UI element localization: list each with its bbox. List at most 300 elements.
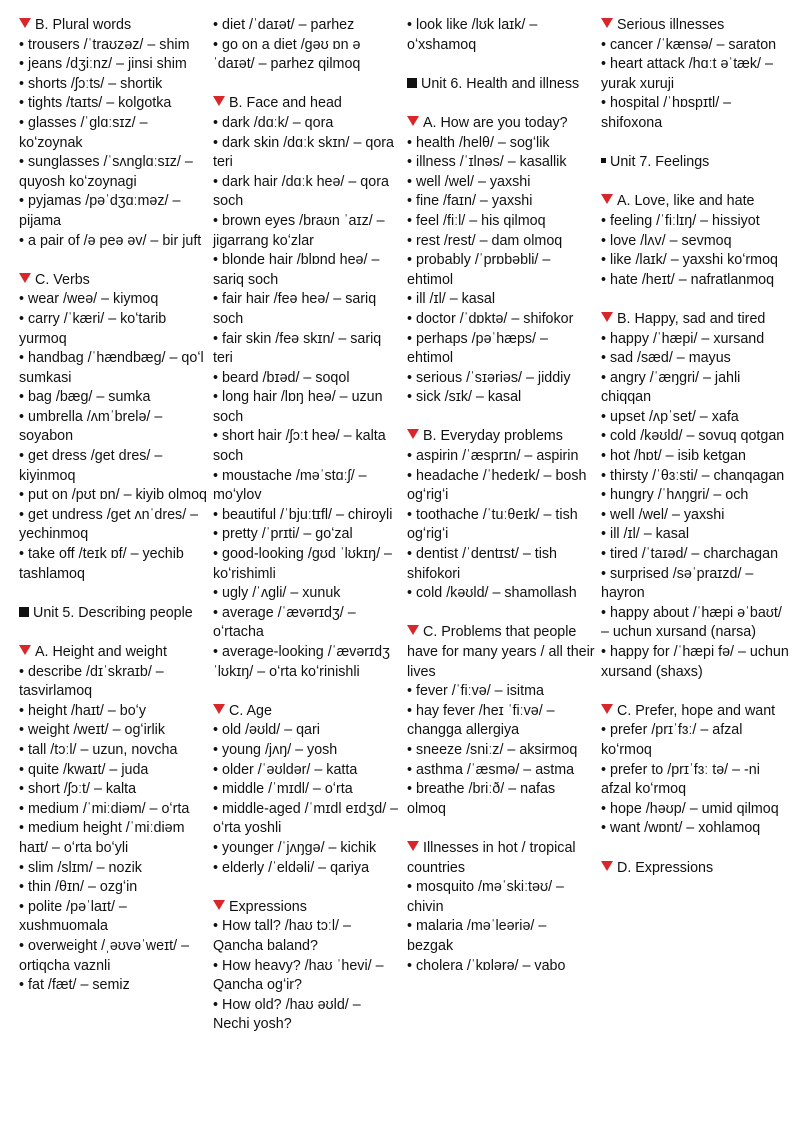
word-text: prefer /prɪˈfɜː/ – afzal koʻrmoq <box>601 722 743 758</box>
vocab-section <box>19 16 207 251</box>
word-entry <box>213 604 401 643</box>
word-entry <box>19 94 207 114</box>
word-entry <box>601 94 789 133</box>
section-title: Unit 5. Describing people <box>33 604 193 621</box>
bullet-icon: • <box>19 977 25 994</box>
vocab-section <box>213 16 401 75</box>
word-text: surprised /səˈpraɪzd/ – hayron <box>601 565 754 602</box>
bullet-icon: • <box>601 604 607 621</box>
word-entry <box>407 192 595 212</box>
vocab-section <box>213 702 401 878</box>
vocab-section <box>19 271 207 585</box>
bullet-icon: • <box>19 389 25 406</box>
vocab-section <box>601 310 789 682</box>
section-heading <box>601 859 789 879</box>
word-entry <box>407 310 595 330</box>
word-text: pretty /ˈprɪti/ – goʻzal <box>222 526 353 543</box>
word-entry <box>213 643 401 682</box>
word-text: hay fever /heɪ ˈfiːvə/ – changga allergiya <box>407 702 555 739</box>
bullet-icon: • <box>213 36 219 53</box>
bullet-icon: • <box>407 683 413 700</box>
bullet-icon: • <box>601 95 607 112</box>
section-heading <box>19 643 207 663</box>
word-text: look like /lʊk laɪk/ – oʻxshamoq <box>407 17 538 53</box>
word-text: ill /ɪl/ – kasal <box>610 526 689 543</box>
bullet-icon: • <box>19 154 25 171</box>
word-entry <box>19 721 207 741</box>
bullet-icon: • <box>601 526 607 543</box>
section-title: B. Plural words <box>35 17 132 33</box>
word-entry <box>213 780 401 800</box>
word-entry <box>601 330 789 350</box>
section-title: A. Height and weight <box>35 644 167 660</box>
bullet-icon: • <box>601 487 607 504</box>
bullet-icon: • <box>601 722 607 739</box>
word-entry <box>19 349 207 388</box>
word-entry <box>19 55 207 75</box>
bullet-icon: • <box>213 761 219 778</box>
bullet-icon: • <box>213 859 219 876</box>
word-text: toothache /ˈtuːθeɪk/ – tish ogʻrigʻi <box>407 506 578 543</box>
word-text: want /wɒnt/ – xohlamoq <box>610 820 761 837</box>
word-text: average-looking /ˈævərɪdʒ ˈlʊkɪŋ/ – oʻrta koʻrinishli <box>213 644 390 680</box>
word-text: cancer /ˈkænsə/ – saraton <box>610 36 777 53</box>
word-text: jeans /dʒiːnz/ – jinsi shim <box>28 56 187 73</box>
section-heading <box>601 192 789 212</box>
bullet-icon: • <box>601 644 607 660</box>
vocab-section <box>407 114 595 408</box>
word-entry <box>213 388 401 427</box>
bullet-icon: • <box>19 663 25 680</box>
word-entry <box>213 114 401 134</box>
word-text: dark hair /dɑːk heə/ – qora soch <box>213 173 389 210</box>
vocab-section <box>601 859 789 879</box>
word-entry <box>407 741 595 761</box>
column-1 <box>19 16 207 1015</box>
bullet-icon: • <box>601 252 607 269</box>
word-text: beard /bɪəd/ – soqol <box>222 369 350 386</box>
red-triangle-icon <box>19 645 31 655</box>
bullet-icon: • <box>407 585 413 602</box>
red-triangle-icon <box>407 625 419 635</box>
section-title: Illnesses in hot / tropical countries <box>407 839 576 876</box>
bullet-icon: • <box>213 114 219 131</box>
red-triangle-icon <box>407 116 419 126</box>
word-text: middle-aged /ˈmɪdl eɪdʒd/ – oʻrta yoshli <box>213 800 399 837</box>
word-text: dark skin /dɑːk skɪn/ – qora teri <box>213 134 394 171</box>
section-heading <box>407 114 595 134</box>
word-text: elderly /ˈeldəli/ – qariya <box>222 859 370 876</box>
bullet-icon: • <box>19 761 25 778</box>
word-list <box>407 134 595 408</box>
section-heading <box>407 839 595 878</box>
word-text: sad /sæd/ – mayus <box>610 350 731 367</box>
bullet-icon: • <box>213 585 219 602</box>
bullet-icon: • <box>407 506 413 523</box>
word-entry <box>213 290 401 329</box>
word-entry <box>407 702 595 741</box>
word-entry <box>601 55 789 94</box>
word-text: handbag /ˈhændbæg/ – qoʻl sumkasi <box>19 350 204 386</box>
bullet-icon: • <box>407 134 413 151</box>
word-entry <box>407 878 595 917</box>
word-text: tights /taɪts/ – kolgotka <box>28 95 172 112</box>
word-entry <box>407 761 595 781</box>
word-text: get undress /get ʌnˈdres/ – yechinmoq <box>19 506 199 543</box>
word-entry <box>213 330 401 369</box>
word-list <box>601 212 789 290</box>
word-text: describe /dɪˈskraɪb/ – tasvirlamoq <box>19 663 164 700</box>
section-title: C. Problems that people have for many years / all their lives <box>407 624 595 680</box>
section-title: Unit 7. Feelings <box>610 154 710 171</box>
word-entry <box>19 192 207 231</box>
word-entry <box>601 506 789 526</box>
word-entry <box>213 800 401 839</box>
bullet-icon: • <box>213 546 219 563</box>
word-text: diet /ˈdaɪət/ – parhez <box>222 17 355 33</box>
word-text: rest /rest/ – dam olmoq <box>416 232 563 249</box>
word-text: fever /ˈfiːvə/ – isitma <box>416 683 544 700</box>
bullet-icon: • <box>213 252 219 269</box>
bullet-icon: • <box>19 232 25 249</box>
word-entry <box>19 976 207 996</box>
word-text: long hair /lɒŋ heə/ – uzun soch <box>213 389 383 425</box>
vocab-section <box>407 75 595 95</box>
bullet-icon: • <box>407 957 413 974</box>
section-title: Expressions <box>229 898 307 915</box>
word-entry <box>601 408 789 428</box>
word-entry <box>407 388 595 408</box>
word-text: sneeze /sniːz/ – aksirmoq <box>416 741 578 758</box>
bullet-icon: • <box>601 56 607 73</box>
bullet-icon: • <box>19 781 25 798</box>
word-text: blonde hair /blɒnd heə/ – sariq soch <box>213 252 380 288</box>
bullet-icon: • <box>601 761 607 778</box>
bullet-icon: • <box>407 154 413 171</box>
bullet-icon: • <box>601 820 607 837</box>
bullet-icon: • <box>213 467 219 484</box>
bullet-icon: • <box>19 546 25 563</box>
bullet-icon: • <box>407 761 413 778</box>
word-entry <box>213 584 401 604</box>
section-heading <box>601 702 789 722</box>
word-entry <box>407 545 595 584</box>
word-list <box>407 682 595 819</box>
red-triangle-icon <box>601 312 613 322</box>
word-text: love /lʌv/ – sevmoq <box>610 232 732 249</box>
word-text: headache /ˈhedeɪk/ – bosh ogʻrigʻi <box>407 467 587 504</box>
bullet-icon: • <box>19 291 25 308</box>
word-text: hospital /ˈhɒspɪtl/ – shifoxona <box>601 95 732 131</box>
column-2 <box>213 16 401 1054</box>
word-text: sunglasses /ˈsʌnglɑːsɪz/ – quyosh koʻzoynagi <box>19 154 193 190</box>
word-text: happy for /ˈhæpi fə/ – uchun xursand (shaxs) <box>601 644 789 680</box>
word-entry <box>213 721 401 741</box>
vocab-section <box>601 702 789 839</box>
word-entry <box>407 506 595 545</box>
bullet-icon: • <box>407 17 413 33</box>
bullet-icon: • <box>213 644 219 660</box>
bullet-icon: • <box>19 114 25 131</box>
section-title: C. Age <box>229 702 272 719</box>
bullet-icon: • <box>601 467 607 484</box>
word-text: younger /ˈjʌŋgə/ – kichik <box>222 839 377 856</box>
bullet-icon: • <box>19 75 25 92</box>
word-text: beautiful /ˈbjuːtɪfl/ – chiroyli <box>222 506 393 523</box>
word-list <box>407 447 595 604</box>
bullet-icon: • <box>213 918 219 935</box>
word-text: How tall? /haʊ tɔːl/ – Qancha baland? <box>213 918 351 954</box>
word-text: fat /fæt/ – semiz <box>28 977 130 994</box>
word-text: average /ˈævərɪdʒ/ – oʻrtacha <box>213 604 356 641</box>
vocab-section <box>213 94 401 682</box>
section-heading <box>601 16 789 36</box>
bullet-icon: • <box>601 330 607 347</box>
vocab-section <box>407 839 595 976</box>
word-text: upset /ʌpˈset/ – xafa <box>610 408 739 425</box>
bullet-icon: • <box>407 467 413 484</box>
word-text: fine /faɪn/ – yaxshi <box>416 193 533 210</box>
bullet-icon: • <box>213 134 219 151</box>
word-entry <box>213 525 401 545</box>
word-entry <box>601 800 789 820</box>
word-text: shorts /ʃɔːts/ – shortik <box>28 75 163 92</box>
bullet-icon: • <box>19 448 25 465</box>
word-entry <box>19 800 207 820</box>
word-entry <box>213 212 401 251</box>
word-entry <box>213 36 401 75</box>
word-entry <box>19 937 207 976</box>
bullet-icon: • <box>213 506 219 523</box>
word-entry <box>19 486 207 506</box>
bullet-icon: • <box>19 741 25 758</box>
word-text: ill /ɪl/ – kasal <box>416 291 495 308</box>
bullet-icon: • <box>601 36 607 53</box>
word-text: illness /ˈɪlnəs/ – kasallik <box>416 154 567 171</box>
bullet-icon: • <box>407 173 413 190</box>
bullet-icon: • <box>407 193 413 210</box>
word-text: breathe /briːð/ – nafas olmoq <box>407 781 556 817</box>
word-text: well /wel/ – yaxshi <box>416 173 531 190</box>
red-triangle-icon <box>601 194 613 204</box>
section-heading <box>407 75 595 95</box>
red-triangle-icon <box>213 900 225 910</box>
section-heading <box>601 310 789 330</box>
word-entry <box>601 721 789 760</box>
word-entry <box>601 525 789 545</box>
bullet-icon: • <box>19 95 25 112</box>
bullet-icon: • <box>601 506 607 523</box>
word-entry <box>19 878 207 898</box>
word-entry <box>601 447 789 467</box>
word-text: slim /slɪm/ – nozik <box>28 859 142 876</box>
word-text: perhaps /pəˈhæps/ – ehtimol <box>407 330 548 367</box>
word-text: wear /weə/ – kiymoq <box>28 291 159 308</box>
section-heading <box>19 271 207 291</box>
word-text: pyjamas /pəˈdʒɑːməz/ – pijama <box>19 193 181 229</box>
bullet-icon: • <box>601 232 607 249</box>
word-entry <box>19 290 207 310</box>
word-text: medium height /ˈmiːdiəm haɪt/ – oʻrta boʻyli <box>19 820 185 856</box>
bullet-icon: • <box>407 310 413 327</box>
bullet-icon: • <box>19 408 25 425</box>
bullet-icon: • <box>19 879 25 896</box>
word-list <box>601 36 789 134</box>
bullet-icon: • <box>213 604 219 621</box>
word-entry <box>213 545 401 584</box>
section-title: B. Happy, sad and tired <box>617 310 766 327</box>
bullet-icon: • <box>407 546 413 563</box>
bullet-icon: • <box>213 839 219 856</box>
word-text: middle /ˈmɪdl/ – oʻrta <box>222 781 353 798</box>
section-title: D. Expressions <box>617 859 714 876</box>
word-entry <box>213 996 401 1035</box>
vocab-section <box>19 604 207 624</box>
word-entry <box>19 232 207 252</box>
section-heading <box>19 604 207 624</box>
word-text: go on a diet /gəʊ ɒn ə ˈdaɪət/ – parhez qilmoq <box>213 36 361 73</box>
word-entry <box>601 212 789 232</box>
bullet-icon: • <box>601 369 607 386</box>
word-entry <box>407 232 595 252</box>
word-entry <box>213 917 401 956</box>
red-triangle-icon <box>213 704 225 714</box>
bullet-icon: • <box>213 781 219 798</box>
word-text: How old? /haʊ əʊld/ – Nechi yosh? <box>213 996 361 1033</box>
red-triangle-icon <box>19 273 31 283</box>
word-entry <box>19 408 207 447</box>
word-text: thin /θɪn/ – ozgʻin <box>28 879 138 896</box>
word-entry <box>19 859 207 879</box>
bullet-icon: • <box>19 193 25 210</box>
bullet-icon: • <box>601 428 607 445</box>
word-text: polite /pəˈlaɪt/ – xushmuomala <box>19 898 127 935</box>
word-entry <box>407 467 595 506</box>
word-text: aspirin /ˈæsprɪn/ – aspirin <box>416 448 579 465</box>
bullet-icon: • <box>19 722 25 739</box>
word-entry <box>213 16 401 36</box>
word-entry <box>19 898 207 937</box>
word-text: tired /ˈtaɪəd/ – charchagan <box>610 546 779 563</box>
word-entry <box>19 506 207 545</box>
bullet-icon: • <box>213 330 219 347</box>
word-entry <box>601 643 789 682</box>
word-entry <box>407 917 595 956</box>
word-entry <box>407 153 595 173</box>
section-title: Serious illnesses <box>617 17 725 33</box>
word-entry <box>601 251 789 271</box>
bullet-icon: • <box>601 271 607 288</box>
word-text: moustache /məˈstɑːʃ/ – moʻylov <box>213 467 367 504</box>
word-entry <box>407 584 595 604</box>
bullet-icon: • <box>407 232 413 249</box>
section-title: A. How are you today? <box>423 114 568 131</box>
word-text: old /əʊld/ – qari <box>222 722 320 739</box>
bullet-icon: • <box>407 389 413 406</box>
word-entry <box>19 780 207 800</box>
word-text: cold /kəʊld/ – sovuq qotgan <box>610 428 785 445</box>
word-text: take off /teɪk ɒf/ – yechib tashlamoq <box>19 546 184 582</box>
word-entry <box>407 173 595 193</box>
word-list <box>213 721 401 878</box>
word-text: older /ˈəʊldər/ – katta <box>222 761 358 778</box>
bullet-icon: • <box>19 36 25 53</box>
word-entry <box>19 819 207 858</box>
word-text: heart attack /hɑːt əˈtæk/ – yurak xuruji <box>601 56 773 92</box>
word-entry <box>213 251 401 290</box>
word-text: mosquito /məˈskiːtəʊ/ – chivin <box>407 879 564 915</box>
section-heading <box>213 94 401 114</box>
bullet-icon: • <box>407 448 413 465</box>
word-entry <box>19 388 207 408</box>
word-entry <box>19 310 207 349</box>
word-entry <box>213 839 401 859</box>
word-entry <box>213 957 401 996</box>
vocab-section <box>19 643 207 996</box>
bullet-icon: • <box>19 487 25 504</box>
word-entry <box>19 75 207 95</box>
black-square-icon <box>407 78 417 88</box>
word-list <box>19 36 207 252</box>
word-text: serious /ˈsɪəriəs/ – jiddiy <box>416 369 571 386</box>
word-entry <box>601 427 789 447</box>
word-entry <box>213 369 401 389</box>
bullet-icon: • <box>407 212 413 229</box>
word-text: probably /ˈprɒbəbli/ – ehtimol <box>407 252 551 288</box>
word-text: cholera /ˈkɒlərə/ – vabo <box>416 957 566 974</box>
word-text: quite /kwaɪt/ – juda <box>28 761 149 778</box>
word-entry <box>213 427 401 466</box>
word-entry <box>19 447 207 486</box>
bullet-icon: • <box>213 722 219 739</box>
bullet-icon: • <box>19 350 25 367</box>
word-text: tall /tɔːl/ – uzun, novcha <box>28 741 178 758</box>
word-entry <box>601 761 789 800</box>
word-text: prefer to /prɪˈfɜː tə/ – -ni afzal koʻrmoq <box>601 761 760 798</box>
word-text: How heavy? /haʊ ˈhevi/ – Qancha ogʻir? <box>213 957 384 994</box>
word-text: trousers /ˈtraʊzəz/ – shim <box>28 36 190 53</box>
bullet-icon: • <box>19 56 25 73</box>
word-text: brown eyes /braʊn ˈaɪz/ – jigarrang koʻzlar <box>213 212 385 249</box>
word-text: hot /hɒt/ – isib ketgan <box>610 448 746 465</box>
word-text: carry /ˈkæri/ – koʻtarib yurmoq <box>19 310 167 347</box>
section-heading <box>19 16 207 36</box>
red-triangle-icon <box>407 429 419 439</box>
word-text: overweight /ˌəʊvəˈweɪt/ – ortiqcha vaznli <box>19 937 190 974</box>
bullet-icon: • <box>407 702 413 719</box>
word-text: medium /ˈmiːdiəm/ – oʻrta <box>28 800 190 817</box>
word-text: height /haɪt/ – boʻy <box>28 702 146 719</box>
word-entry <box>601 467 789 487</box>
word-text: fair skin /feə skɪn/ – sariq teri <box>213 330 382 367</box>
word-list <box>19 663 207 996</box>
bullet-icon: • <box>19 506 25 523</box>
word-list <box>19 290 207 584</box>
vocab-section <box>601 16 789 134</box>
word-text: umbrella /ʌmˈbrelə/ – soyabon <box>19 408 163 445</box>
bullet-icon: • <box>407 330 413 347</box>
bullet-icon: • <box>19 898 25 915</box>
word-entry <box>213 506 401 526</box>
bullet-icon: • <box>19 937 25 954</box>
vocab-section <box>601 153 789 173</box>
word-list <box>407 16 595 55</box>
bullet-icon: • <box>601 800 607 817</box>
word-entry <box>19 741 207 761</box>
section-heading <box>213 702 401 722</box>
black-square-icon <box>19 607 29 617</box>
word-entry <box>213 134 401 173</box>
